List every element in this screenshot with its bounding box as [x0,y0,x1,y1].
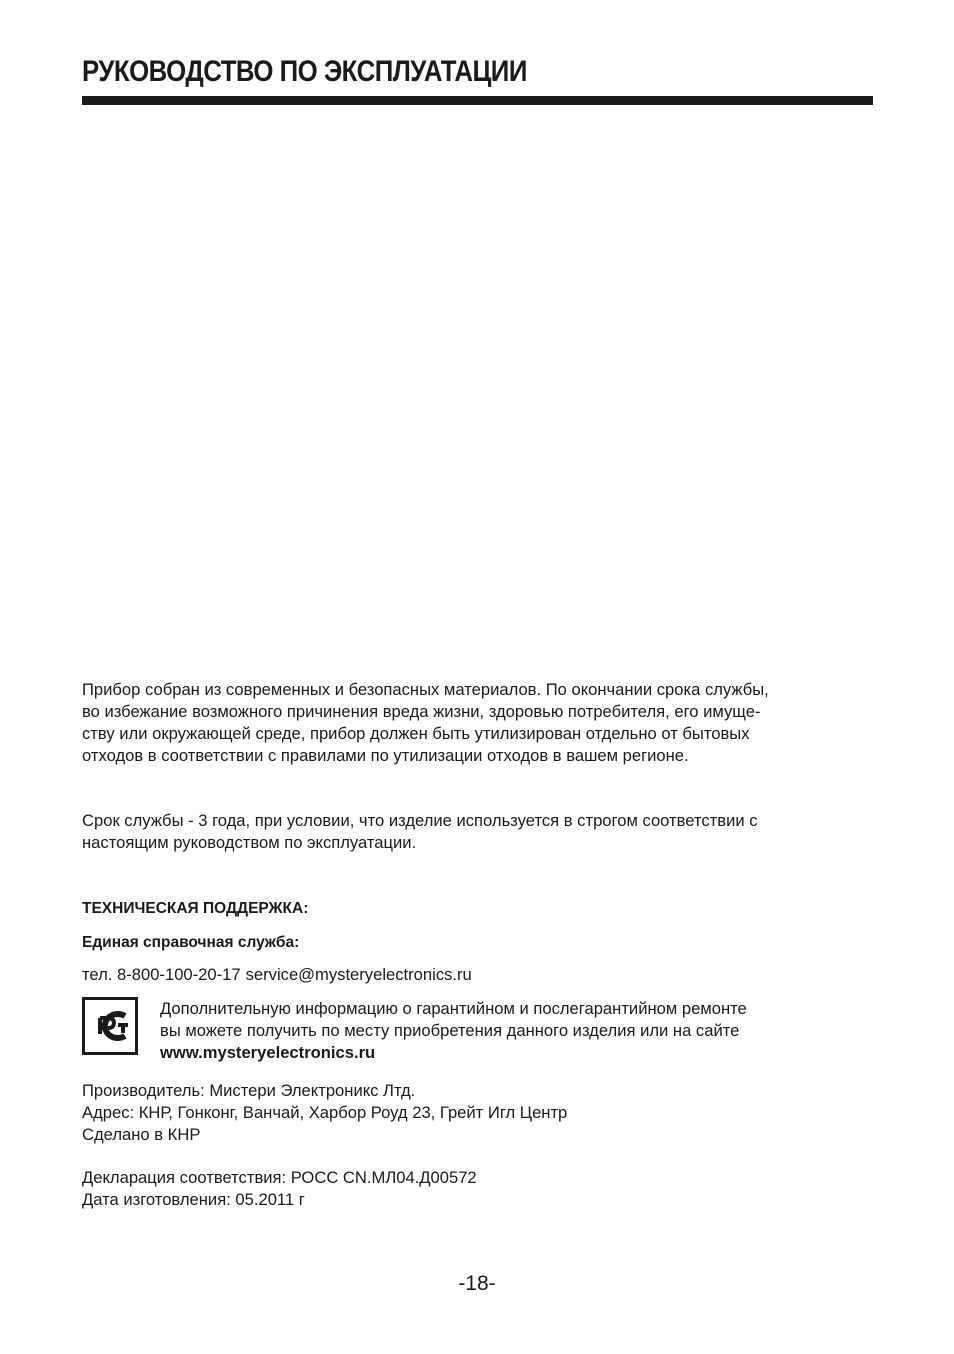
declaration-number: Декларация соответствия: РОСС CN.МЛ04.Д00572 [82,1168,477,1187]
contact-line [82,964,472,986]
tech-support-heading: ТЕХНИЧЕСКАЯ ПОДДЕРЖКА: [82,900,309,917]
phone-number: тел. 8-800-100-20-17 [82,965,241,984]
declaration-block [82,1167,872,1211]
website-link[interactable]: www.mysteryelectronics.ru [160,1043,376,1062]
disposal-paragraph: Прибор собран из современных и безопасных материалов. По окончании срока службы, во избежание возможного причинения вреда жизни, здоровью потребителя, его имуще- ству или окружающей среде, прибор должен быть утилизирован отдельно от бытовых отходов в соответствии с правилами по утилизации отходов в вашем регионе. [82,680,769,765]
title-underline [82,96,873,105]
warranty-line: вы можете получить по месту приобретения данного изделия или на сайте [160,1021,740,1040]
service-email[interactable]: service@mysteryelectronics.ru [245,965,472,984]
manufacturer-address: Адрес: КНР, Гонконг, Ванчай, Харбор Роуд 23, Грейт Игл Центр [82,1103,568,1122]
country-of-origin: Сделано в КНР [82,1125,201,1144]
manufacturer-name: Производитель: Мистери Электроникс Лтд. [82,1081,416,1100]
service-life-paragraph: Срок службы - 3 года, при условии, что изделие используется в строгом соответствии с настоящим руководством по эксплуатации. [82,811,758,852]
pct-certification-icon [82,997,138,1055]
warranty-info [160,998,860,1064]
page-title: РУКОВОДСТВО ПО ЭКСПЛУАТАЦИИ [82,55,527,88]
warranty-line: Дополнительную информацию о гарантийном и послегарантийном ремонте [160,999,747,1018]
manufacture-date: Дата изготовления: 05.2011 г [82,1190,305,1209]
manufacturer-block [82,1080,872,1146]
service-desk-heading: Единая справочная служба: [82,934,300,951]
page-number: -18- [458,1272,496,1295]
